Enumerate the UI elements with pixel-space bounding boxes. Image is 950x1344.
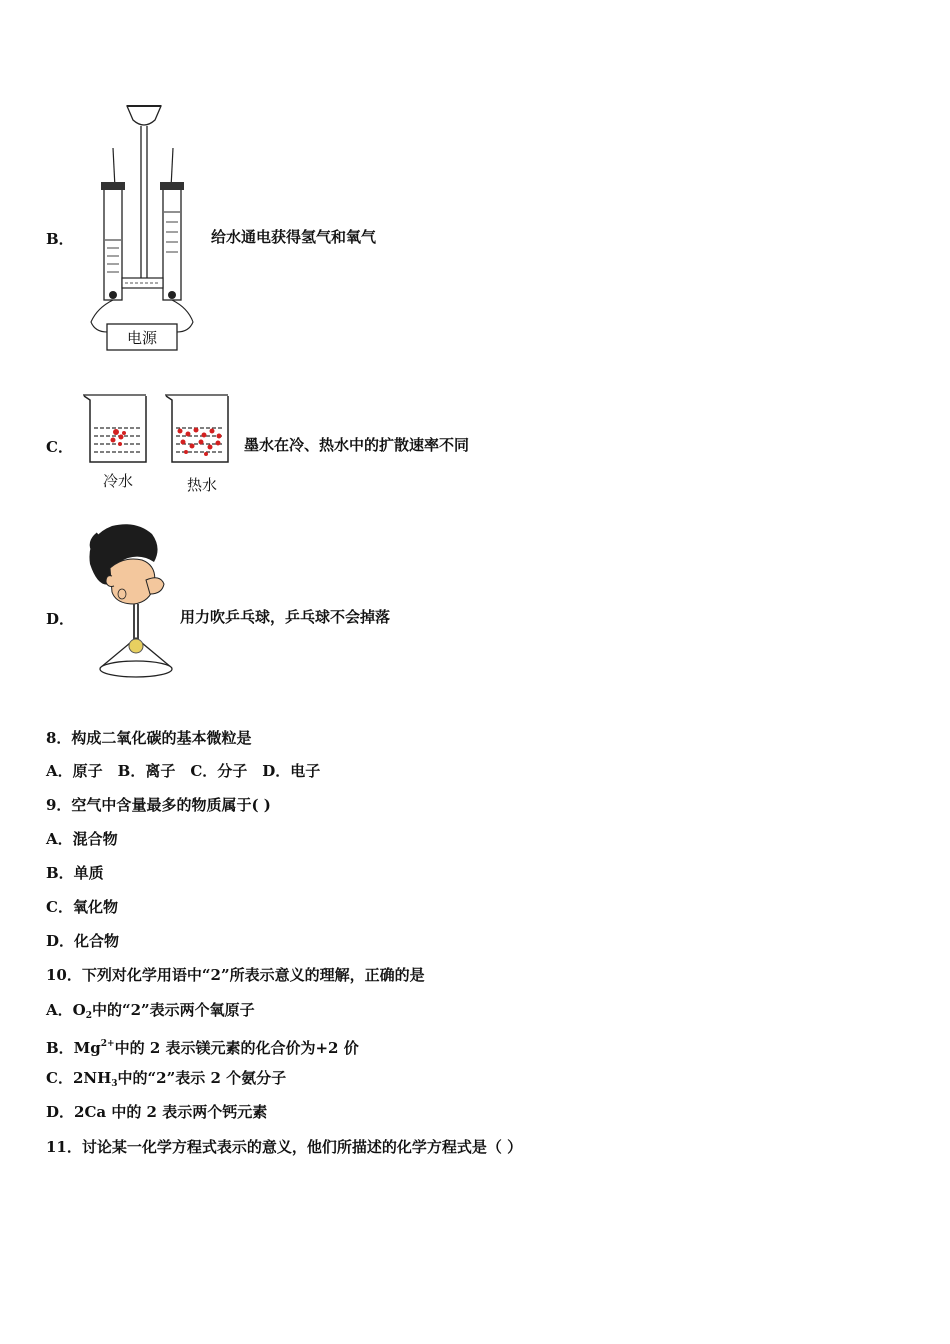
question-10-option-b: B．$Mg^{2+}$中的 2 表示镁元素的化合价为+2 价 bbox=[46, 1039, 359, 1057]
option-c-text: 墨水在冷、热水中的扩散速率不同 bbox=[244, 436, 470, 454]
question-10-option-c: C．$2NH_3$中的“2”表示 2 个氨分子 bbox=[46, 1069, 287, 1089]
power-supply-caption: 电源 bbox=[126, 329, 158, 347]
question-10-option-d: D．2Ca 中的 2 表示两个钙元素 bbox=[46, 1103, 268, 1121]
option-c-label: C． bbox=[46, 438, 73, 456]
option-b-text: 给水通电获得氢气和氧气 bbox=[211, 228, 377, 246]
question-9-option-c: C．氧化物 bbox=[46, 898, 118, 916]
question-10-option-a: A．$O_2$中的“2”表示两个氧原子 bbox=[46, 1001, 255, 1021]
electrolysis-apparatus-figure bbox=[85, 100, 210, 355]
diffusion-beakers-figure bbox=[80, 390, 240, 498]
question-9-option-a: A．混合物 bbox=[46, 830, 118, 848]
question-8-stem: 8．构成二氧化碳的基本微粒是 bbox=[46, 729, 252, 747]
question-10-stem: 10．下列对化学用语中“2”所表示意义的理解，正确的是 bbox=[46, 966, 425, 984]
blow-ping-pong-ball-figure bbox=[84, 522, 180, 686]
hot-water-caption: 热水 bbox=[186, 476, 218, 494]
option-b-label: B． bbox=[46, 230, 74, 248]
cold-water-caption: 冷水 bbox=[102, 472, 134, 490]
question-9-stem: 9．空气中含量最多的物质属于( ) bbox=[46, 796, 271, 814]
option-d-label: D． bbox=[46, 610, 75, 628]
option-d-text: 用力吹乒乓球，乒乓球不会掉落 bbox=[180, 608, 391, 626]
question-8-options: A．原子 B．离子 C．分子 D．电子 bbox=[46, 762, 321, 780]
question-9-option-d: D．化合物 bbox=[46, 932, 120, 950]
question-9-option-b: B．单质 bbox=[46, 864, 104, 882]
question-11-stem: 11．讨论某一化学方程式表示的意义，他们所描述的化学方程式是（ ） bbox=[46, 1138, 523, 1156]
